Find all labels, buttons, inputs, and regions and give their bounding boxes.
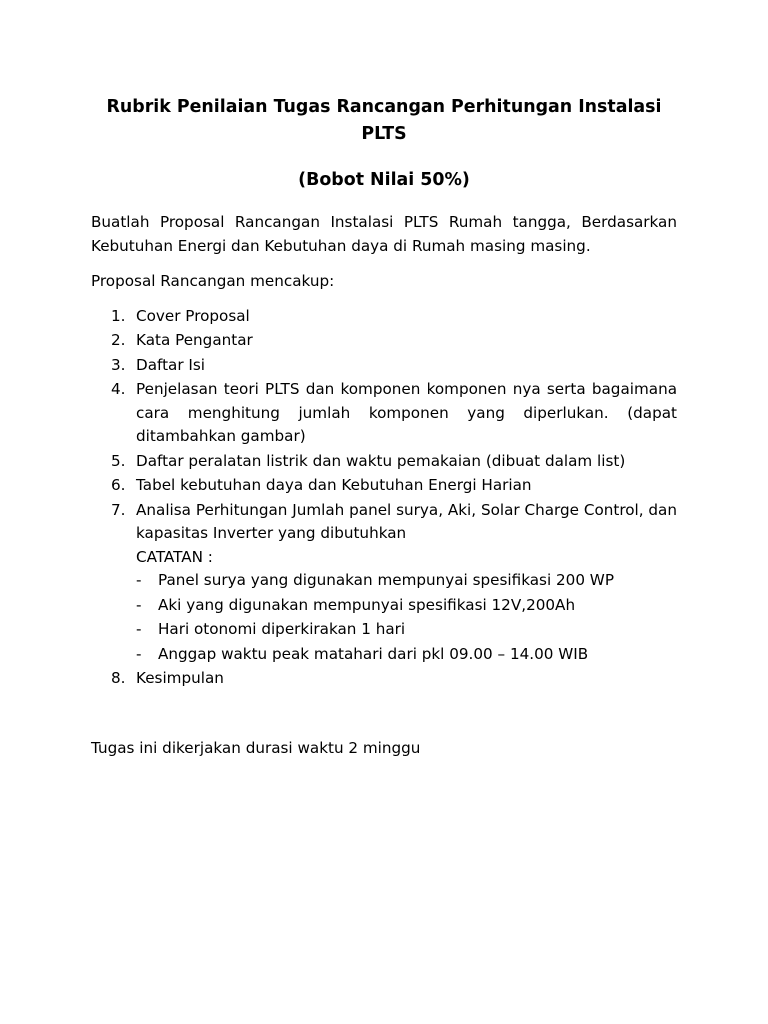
list-item	[91, 329, 677, 353]
document-subtitle: (Bobot Nilai 50%)	[298, 170, 470, 190]
note-dash: -	[136, 595, 142, 614]
list-item-text: Cover Proposal	[136, 306, 250, 325]
list-item	[91, 499, 677, 667]
note-text: Panel surya yang digunakan mempunyai spesifikasi 200 WP	[158, 571, 614, 589]
note-text: Aki yang digunakan mempunyai spesifikasi 12V,200Ah	[158, 595, 576, 614]
note-item	[136, 643, 677, 667]
note-dash: -	[136, 620, 142, 638]
closing-note: Tugas ini dikerjakan durasi waktu 2 minggu	[91, 738, 421, 757]
list-item-number: 4.	[111, 380, 126, 398]
list-item-number: 3.	[111, 355, 126, 374]
list-item-text: Daftar peralatan listrik dan waktu pemakaian (dibuat dalam list)	[136, 451, 626, 470]
list-item	[91, 354, 677, 378]
list-item	[91, 450, 677, 474]
list-item-text: Daftar Isi	[136, 355, 206, 374]
document-content	[91, 94, 677, 760]
note-item	[136, 594, 677, 618]
note-dash: -	[136, 644, 142, 663]
note-text: Hari otonomi diperkirakan 1 hari	[158, 620, 406, 638]
note-item	[136, 569, 677, 593]
list-item-text: Analisa Perhitungan Jumlah panel surya, Aki, Solar Charge Control, dan kapasitas Inverter yang dibutuhkan	[136, 500, 677, 542]
requirements-list	[91, 305, 677, 691]
list-intro: Proposal Rancangan mencakup:	[91, 272, 335, 290]
list-item-number: 1.	[111, 306, 126, 325]
notes-list	[136, 569, 677, 666]
list-item-text: Kata Pengantar	[136, 331, 253, 349]
list-item	[91, 667, 677, 691]
list-item-text: Tabel kebutuhan daya dan Kebutuhan Energi Harian	[136, 476, 532, 494]
notes-title: CATATAN :	[136, 547, 213, 566]
list-item	[91, 378, 677, 449]
note-dash: -	[136, 571, 142, 589]
list-item	[91, 474, 677, 498]
note-item	[136, 618, 677, 642]
list-item-number: 5.	[111, 451, 126, 470]
list-item-text: Penjelasan teori PLTS dan komponen komponen nya serta bagaimana cara menghitung jumlah komponen yang diperlukan. (dapat ditambahkan gambar)	[136, 380, 677, 445]
list-item	[91, 305, 677, 329]
list-item-text: Kesimpulan	[136, 669, 224, 687]
list-item-number: 7.	[111, 500, 126, 519]
list-item-number: 6.	[111, 476, 126, 494]
note-text: Anggap waktu peak matahari dari pkl 09.00 – 14.00 WIB	[158, 644, 589, 663]
document-title: Rubrik Penilaian Tugas Rancangan Perhitungan Instalasi PLTS	[106, 97, 662, 144]
list-item-number: 2.	[111, 331, 126, 349]
intro-paragraph: Buatlah Proposal Rancangan Instalasi PLTS Rumah tangga, Berdasarkan Kebutuhan Energi dan Kebutuhan daya di Rumah masing masing.	[91, 213, 677, 255]
list-item-number: 8.	[111, 669, 126, 687]
